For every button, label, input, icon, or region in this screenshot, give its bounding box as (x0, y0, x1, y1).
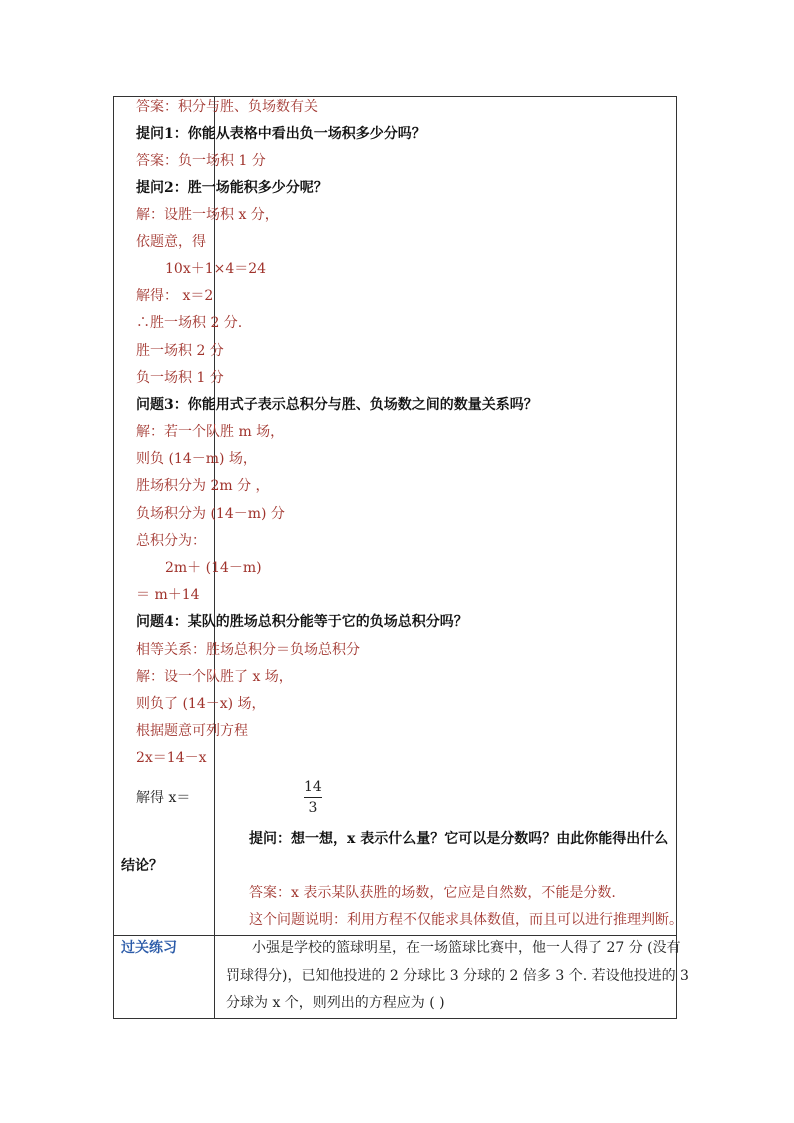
exercise-line: 分球为 x 个，则列出的方程应为 ( ) (226, 995, 445, 1011)
solution-line: 胜一场积 2 分 (136, 343, 224, 359)
fraction-numerator: 14 (304, 779, 322, 795)
solution-prefix: 解得 x＝ (136, 790, 191, 806)
prompt-line: 结论？ (121, 858, 163, 874)
question-line: 提问2：胜一场能积多少分呢？ (136, 180, 328, 196)
prompt-line: 提问：想一想，x 表示什么量？它可以是分数吗？由此你能得出什么 (249, 831, 669, 847)
solution-line: 总积分为： (136, 533, 206, 549)
equation-line: ＝ m＋14 (136, 587, 200, 603)
equation-line: 10x＋1×4＝24 (165, 261, 267, 277)
solution-line: 则负了 (14－x) 场， (136, 696, 266, 712)
equation-line: 2m＋ (14－m) (165, 560, 262, 576)
answer-line: 答案：积分与胜、负场数有关 (136, 99, 318, 115)
solution-line: 胜场积分为 2m 分 ， (136, 478, 270, 494)
solution-line: 解得： x＝2 (136, 288, 214, 304)
solution-line: 负一场积 1 分 (136, 370, 224, 386)
answer-line: 答案：负一场积 1 分 (136, 153, 266, 169)
fraction-bar (304, 797, 322, 798)
conclusion-line: 这个问题说明：利用方程不仅能求具体数值，而且可以进行推理判断。 (249, 912, 683, 928)
exercise-line: 罚球得分)，已知他投进的 2 分球比 3 分球的 2 倍多 3 个. 若设他投进的 3 (226, 968, 689, 984)
solution-line: ∴胜一场积 2 分. (136, 315, 243, 331)
solution-line: 解：设胜一场积 x 分， (136, 207, 279, 223)
solution-line: 根据题意可列方程 (136, 723, 248, 739)
fraction (304, 779, 322, 816)
column-divider (214, 97, 215, 1018)
exercise-label: 过关练习 (121, 940, 177, 956)
answer-line: 答案：x 表示某队获胜的场数，它应是自然数，不能是分数. (249, 885, 616, 901)
row-divider (114, 935, 676, 936)
fraction-denominator: 3 (308, 800, 318, 816)
exercise-line: 小强是学校的篮球明星，在一场篮球比赛中，他一人得了 27 分 (没有 (252, 940, 681, 956)
solution-line: 解：设一个队胜了 x 场， (136, 669, 293, 685)
solution-line: 依题意，得 (136, 234, 206, 250)
relation-line: 相等关系：胜场总积分＝负场总积分 (136, 642, 360, 658)
question-line: 提问1：你能从表格中看出负一场积多少分吗？ (136, 126, 426, 142)
solution-line: 负场积分为 (14－m) 分 (136, 506, 285, 522)
equation-line: 2x＝14－x (136, 750, 207, 766)
question-line: 问题4：某队的胜场总积分能等于它的负场总积分吗？ (136, 614, 468, 630)
question-line: 问题3：你能用式子表示总积分与胜、负场数之间的数量关系吗？ (136, 397, 538, 413)
solution-line: 解：若一个队胜 m 场， (136, 424, 285, 440)
solution-line: 则负 (14－m) 场， (136, 451, 257, 467)
